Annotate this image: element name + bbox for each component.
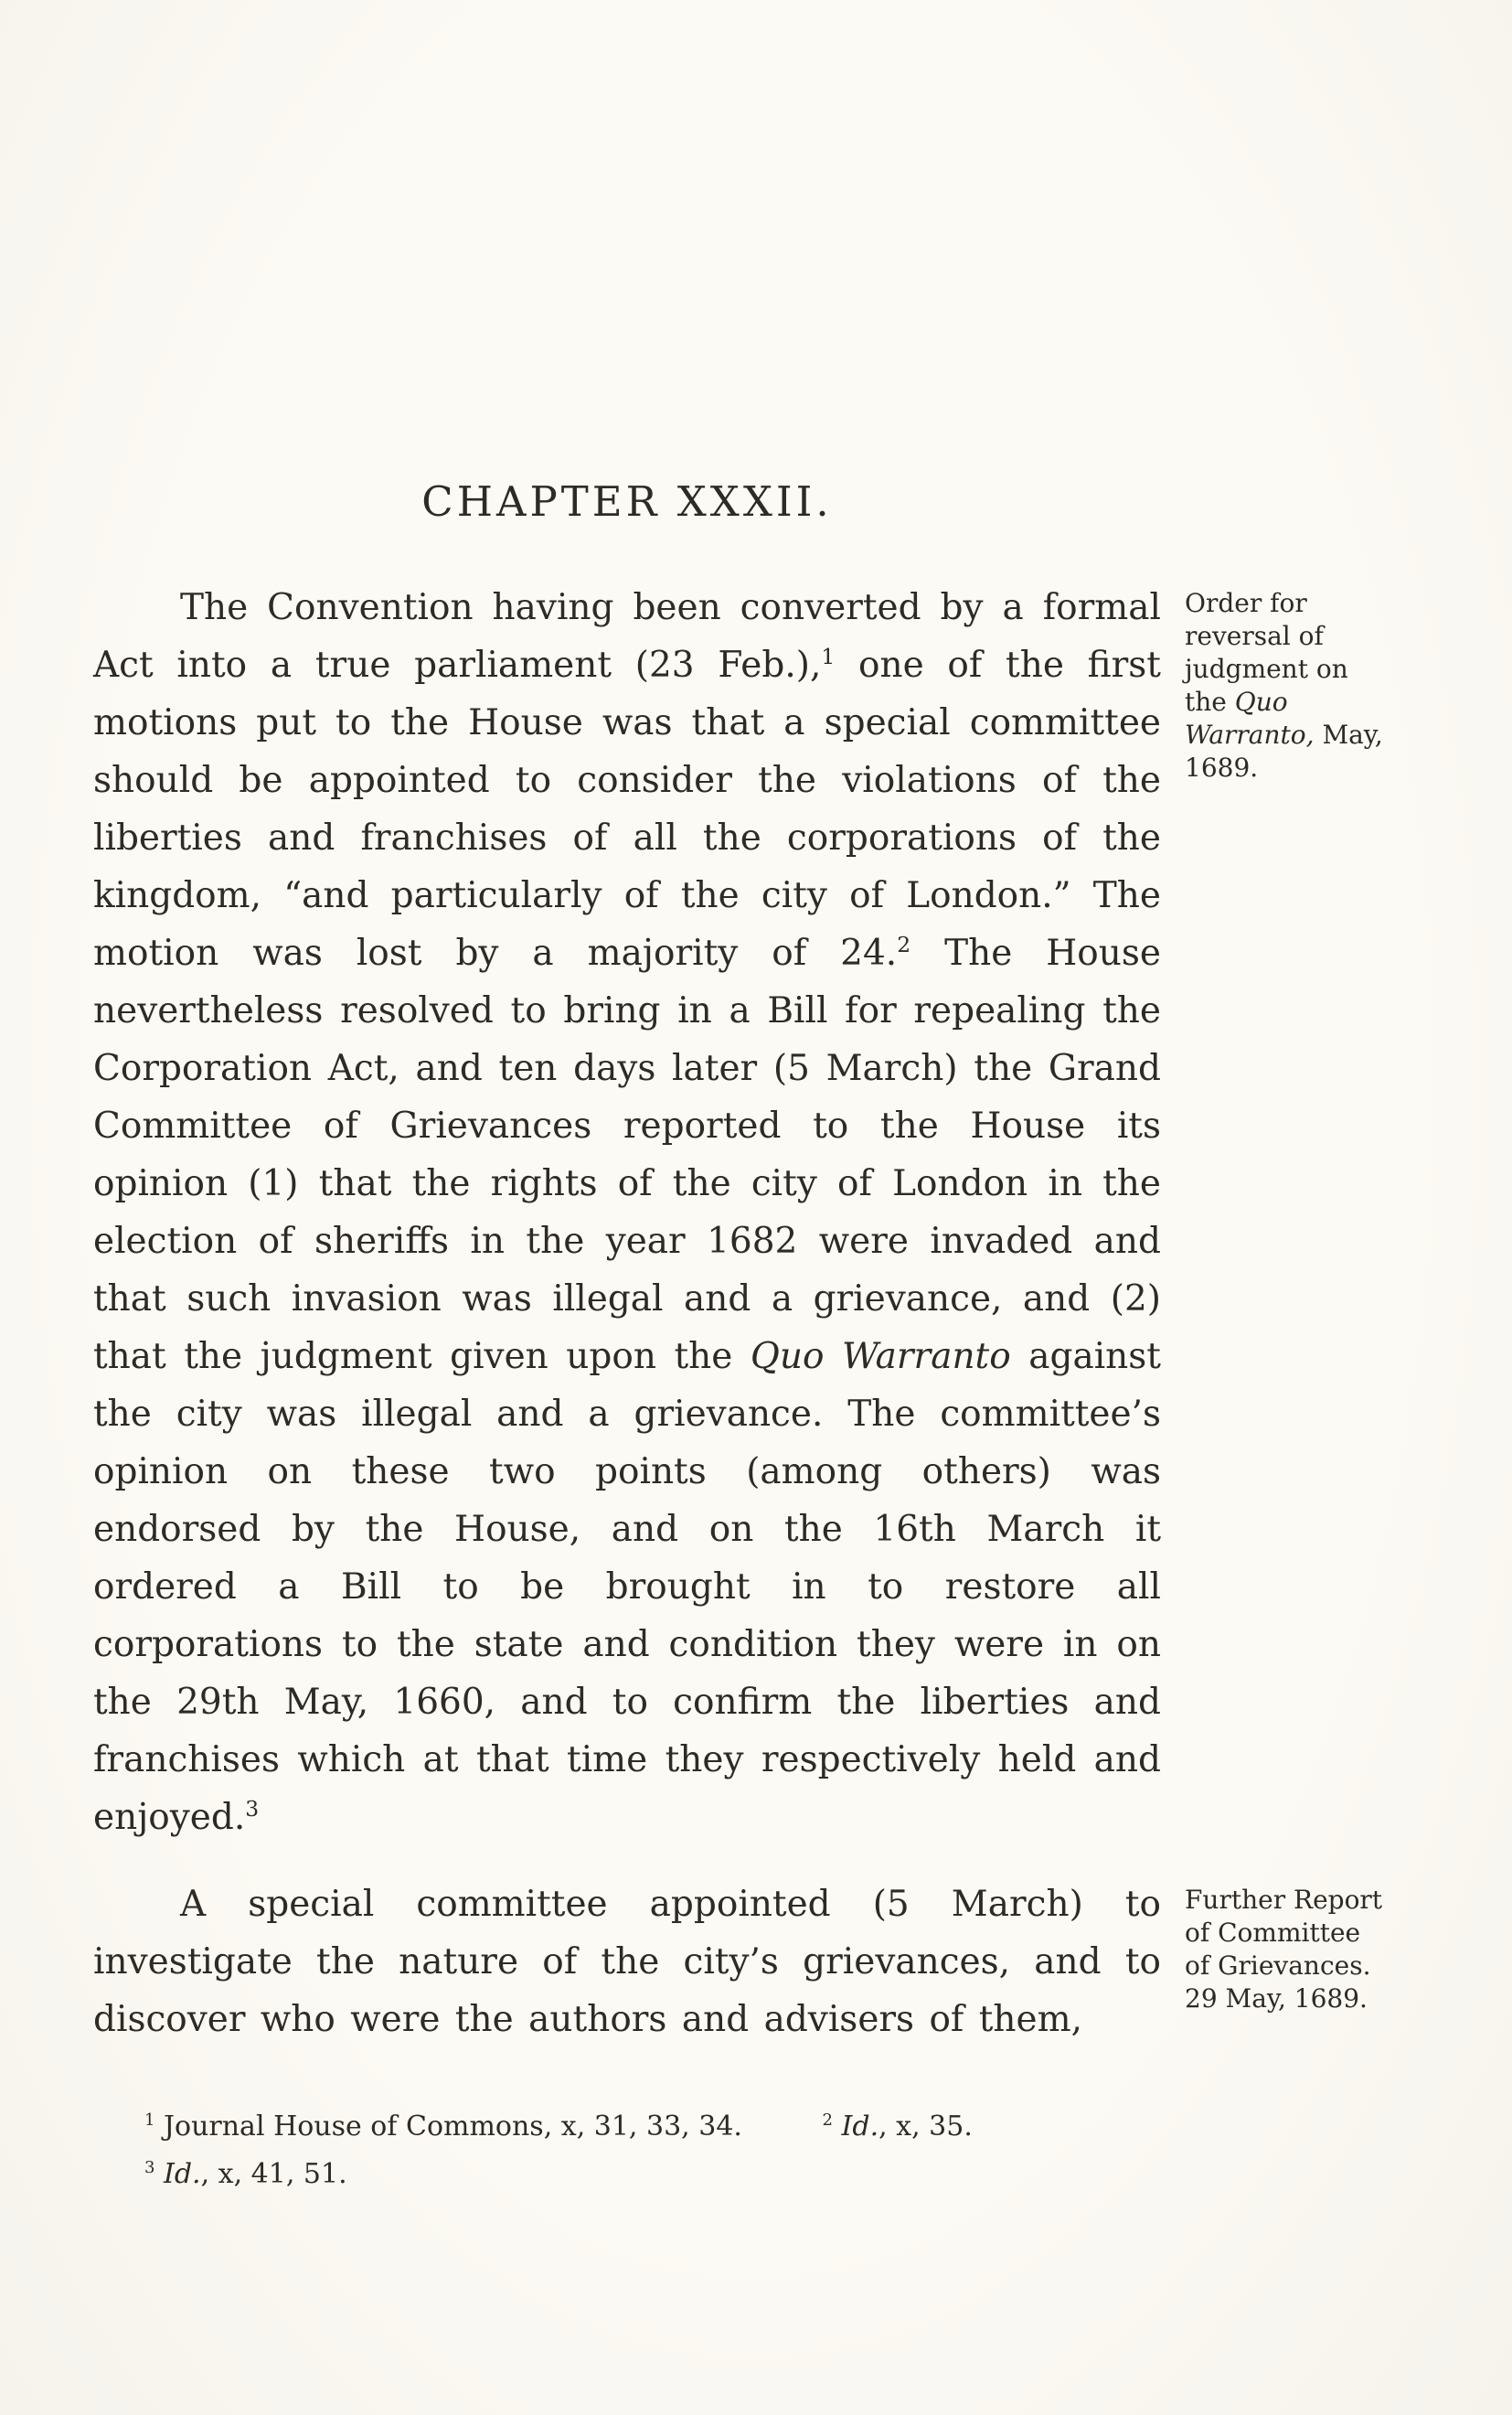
footnotes-section: [93, 2103, 1161, 2198]
footnote-1: $^1$ Journal House of Commons, x, 31, 33, 34.: [144, 2110, 742, 2143]
footnote-3: $^3$ Id., x, 41, 51.: [144, 2158, 347, 2190]
footnote-line-1: [93, 2103, 1161, 2151]
paragraph-2: A special committee appointed (5 March) to investigate the nature of the city’s grievances, and to discover who were the authors and advisers of them,: [93, 1884, 1161, 2040]
margin-note-1: Order for reversal of judgment on the Quo Warranto, May, 1689.: [1185, 588, 1383, 783]
chapter-heading: CHAPTER XXXII.: [421, 477, 833, 526]
paragraph-1: The Convention having been converted by a formal Act into a true parliament (23 Feb.),$^1$ one of the first motions put to the House was that a special committee should be appointed to consider the violations of the liberties and franchises of all the corporations of the kingdom, “and particularly of the city of London.” The motion was lost by a majority of 24.$^2$ The House nevertheless resolved to bring in a Bill for repealing the Corporation Act, and ten days later (5 March) the Grand Committee of Grievances reported to the House its opinion (1) that the rights of the city of London in the election of sheriffs in the year 1682 were invaded and that such invasion was illegal and a grievance, and (2) that the judgment given upon the Quo Warranto against the city was illegal and a grievance. The committee’s opinion on these two points (among others) was endorsed by the House, and on the 16th March it ordered a Bill to be brought in to restore all corporations to the state and condition they were in on the 29th May, 1660, and to confirm the liberties and franchises which at that time they respectively held and enjoyed.$^3$: [93, 587, 1161, 1838]
footnote-2: $^2$ Id., x, 35.: [822, 2110, 973, 2143]
footnote-line-2: [93, 2151, 1161, 2198]
margin-note-2: Further Report of Committee of Grievances. 29 May, 1689.: [1185, 1885, 1383, 2014]
paragraph-row-2: [93, 1875, 1430, 2048]
paragraph-row-1: [93, 579, 1430, 1846]
chapter-heading-wrap: [93, 477, 1161, 526]
